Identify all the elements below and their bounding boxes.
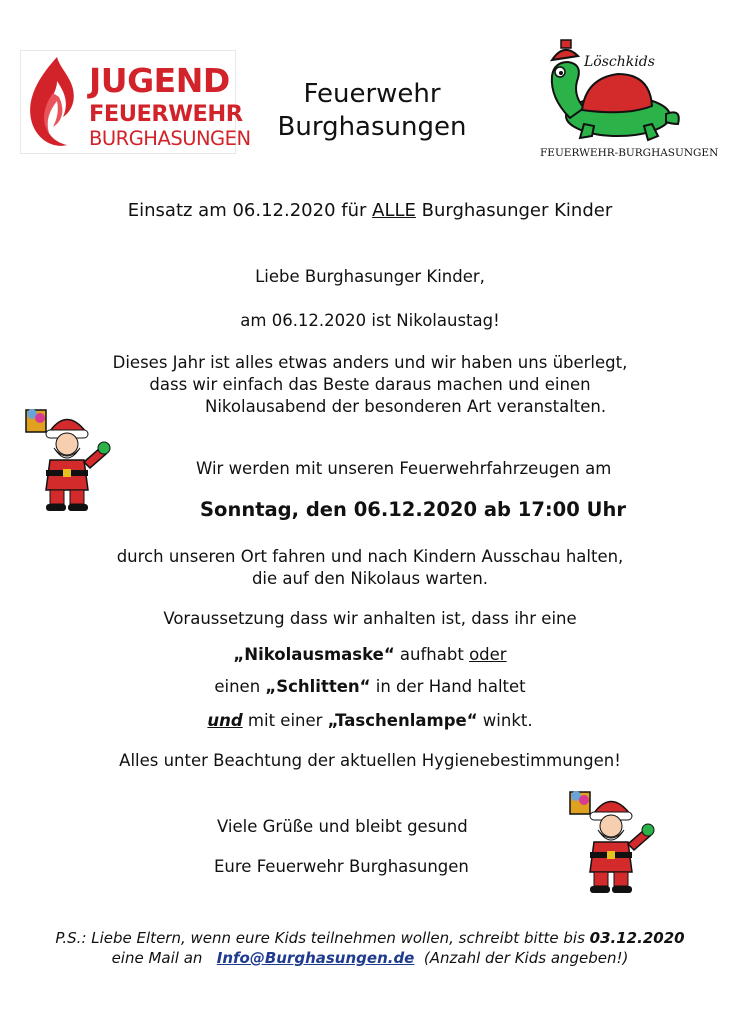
- heading-post: Burghasunger Kinder: [415, 200, 613, 221]
- heading-pre: Einsatz am 06.12.2020 für: [127, 200, 373, 221]
- drive-line-1: durch unseren Ort fahren und nach Kindern Ausschau halten,: [116, 547, 624, 566]
- heading-underlined: ALLE: [372, 200, 416, 221]
- vehicles-line: Wir werden mit unseren Feuerwehrfahrzeugen am: [196, 459, 612, 478]
- mask-line: [0, 644, 740, 666]
- condition-line: Voraussetzung dass wir anhalten ist, dass ihr eine: [163, 609, 577, 628]
- hygiene-line: Alles unter Beachtung der aktuellen Hygienebestimmungen!: [119, 751, 621, 770]
- ps-line-2: [0, 948, 740, 968]
- intro-line: am 06.12.2020 ist Nikolaustag!: [240, 311, 500, 330]
- santa-claus-icon: [22, 404, 112, 514]
- flame-logo-icon: [23, 53, 87, 151]
- logo-line-2: FEUERWEHR: [89, 101, 243, 127]
- title-line-1: Feuerwehr: [303, 79, 441, 109]
- sled-line: [0, 676, 740, 698]
- loeschkids-subtitle: FEUERWEHR-BURGHASUNGEN: [540, 147, 719, 159]
- postscript: [0, 928, 740, 968]
- regards-line: Viele Grüße und bleibt gesund: [217, 817, 468, 836]
- jugendfeuerwehr-logo: [20, 50, 251, 154]
- title-line-2: Burghasungen: [277, 112, 467, 142]
- mask-oder: oder: [469, 645, 507, 664]
- signature-line: Eure Feuerwehr Burghasungen: [214, 857, 469, 876]
- page-title: [250, 78, 494, 144]
- loeschkids-turtle-icon: [526, 28, 719, 166]
- sled-pre: einen: [214, 677, 266, 696]
- sled-bold: „Schlitten“: [265, 677, 371, 696]
- lamp-bold: „Taschenlampe“: [327, 711, 478, 730]
- loeschkids-logo: [526, 28, 719, 166]
- ps-line-1: [0, 928, 740, 948]
- santa-claus-icon: [566, 786, 656, 896]
- event-date: Sonntag, den 06.12.2020 ab 17:00 Uhr: [200, 498, 626, 521]
- logo-line-3: BURGHASUNGEN: [89, 127, 251, 150]
- heading: [0, 200, 740, 221]
- greeting: Liebe Burghasunger Kinder,: [255, 267, 485, 286]
- ps-deadline: 03.12.2020: [589, 929, 685, 947]
- ps-text: P.S.: Liebe Eltern, wenn eure Kids teilnehmen wollen, schreibt bitte bis: [55, 929, 590, 947]
- lamp-rest: winkt.: [477, 711, 533, 730]
- logo-line-1: JUGEND: [89, 61, 230, 100]
- lamp-line: [0, 710, 740, 732]
- para1-line-3: Nikolausabend der besonderen Art veranstalten.: [205, 397, 607, 416]
- para1-line-1: Dieses Jahr ist alles etwas anders und wir haben uns überlegt,: [112, 353, 628, 372]
- drive-line-2: die auf den Nikolaus warten.: [251, 569, 489, 588]
- lamp-mid: mit einer: [242, 711, 328, 730]
- lamp-und: und: [207, 711, 243, 730]
- ps-mail-pre: eine Mail an: [111, 949, 208, 967]
- mask-bold: „Nikolausmaske“: [233, 645, 395, 664]
- email-link[interactable]: Info@Burghasungen.de: [216, 949, 415, 967]
- para1-line-2: dass wir einfach das Beste daraus machen und einen: [149, 375, 591, 394]
- sled-rest: in der Hand haltet: [370, 677, 526, 696]
- ps-mail-post: (Anzahl der Kids angeben!): [423, 949, 629, 967]
- mask-rest: aufhabt: [394, 645, 470, 664]
- loeschkids-title: Löschkids: [584, 54, 655, 70]
